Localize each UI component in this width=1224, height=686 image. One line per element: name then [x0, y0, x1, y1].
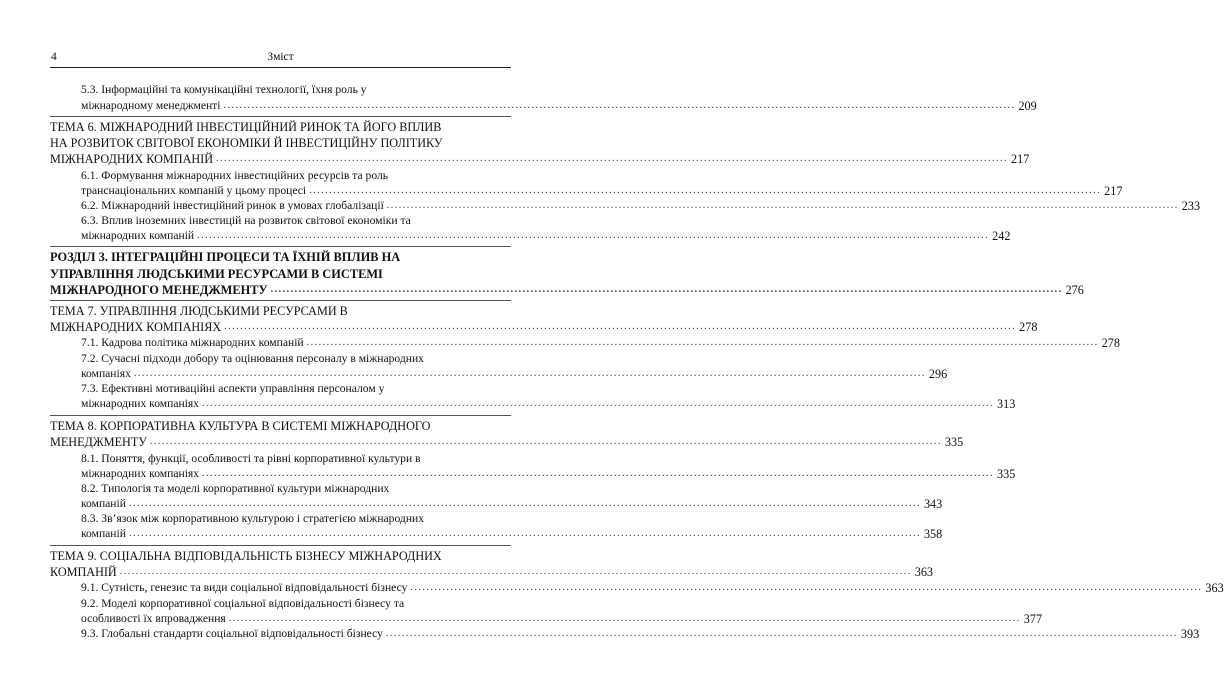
- page-number: 4: [51, 51, 57, 63]
- toc-line[interactable]: ТЕМА 6. МІЖНАРОДНИЙ ІНВЕСТИЦІЙНИЙ РИНОК ТА ЙОГО ВПЛИВ: [50, 120, 442, 134]
- leader-dots: ......................................................................................................................................................................................................: [410, 582, 1203, 593]
- toc-line[interactable]: 5.3. Інформаційні та комунікаційні технології, їхня роль у: [81, 83, 367, 96]
- toc-entry[interactable]: 6.2. Міжнародний інвестиційний ринок в умовах глобалізації ...................................................................................................................................................................................................... 233: [81, 199, 1201, 213]
- toc-page-number: 377: [1023, 612, 1043, 626]
- leader-dots: ......................................................................................................................................................................................................: [270, 284, 1063, 295]
- toc-entry[interactable]: міжнародних компаніях ...................................................................................................................................................................................................... 335: [81, 467, 1016, 481]
- leader-dots: ......................................................................................................................................................................................................: [216, 153, 1009, 164]
- leader-dots: ......................................................................................................................................................................................................: [385, 628, 1178, 639]
- leader-dots: ......................................................................................................................................................................................................: [202, 398, 995, 409]
- section-divider: [50, 415, 511, 416]
- toc-entry[interactable]: 7.1. Кадрова політика міжнародних компаній ...................................................................................................................................................................................................... 278: [81, 336, 1120, 350]
- toc-line[interactable]: 6.3. Вплив іноземних інвестицій на розвиток світової економіки та: [81, 214, 411, 227]
- toc-line[interactable]: ТЕМА 9. СОЦІАЛЬНА ВІДПОВІДАЛЬНІСТЬ БІЗНЕСУ МІЖНАРОДНИХ: [50, 549, 442, 563]
- toc-entry[interactable]: міжнародних компаніях ...................................................................................................................................................................................................... 313: [81, 397, 1016, 411]
- toc-entry[interactable]: МЕНЕДЖМЕНТУ ...................................................................................................................................................................................................... 335: [50, 435, 964, 449]
- toc-page-number: 343: [923, 497, 943, 511]
- section-divider: [50, 246, 511, 247]
- toc-line[interactable]: НА РОЗВИТОК СВІТОВОЇ ЕКОНОМІКИ Й ІНВЕСТИЦІЙНУ ПОЛІТИКУ: [50, 136, 443, 150]
- toc-entry[interactable]: особливості їх впровадження ...................................................................................................................................................................................................... 377: [81, 612, 1043, 626]
- toc-line[interactable]: УПРАВЛІННЯ ЛЮДСЬКИМИ РЕСУРСАМИ В СИСТЕМІ: [50, 267, 383, 281]
- toc-page-number: 335: [944, 435, 964, 449]
- toc-entry[interactable]: 9.1. Сутність, генезис та види соціальної відповідальності бізнесу ...................................................................................................................................................................................................... 363: [81, 581, 1224, 595]
- toc-entry[interactable]: міжнародному менеджменті ...................................................................................................................................................................................................... 209: [81, 99, 1037, 113]
- toc-entry[interactable]: 9.3. Глобальні стандарти соціальної відповідальності бізнесу ...................................................................................................................................................................................................... 393: [81, 627, 1200, 641]
- toc-page-number: 233: [1181, 199, 1201, 213]
- toc-line[interactable]: 8.3. Зв’язок між корпоративною культурою і стратегією міжнародних: [81, 512, 425, 525]
- toc-entry[interactable]: компаній ...................................................................................................................................................................................................... 343: [81, 497, 943, 511]
- toc-page-number: 217: [1011, 152, 1030, 166]
- leader-dots: ......................................................................................................................................................................................................: [119, 566, 912, 577]
- toc-entry[interactable]: МІЖНАРОДНИХ КОМПАНІЙ ...................................................................................................................................................................................................... 217: [50, 152, 1030, 166]
- toc-line[interactable]: 8.2. Типологія та моделі корпоративної культури міжнародних: [81, 482, 390, 495]
- toc-page-number: 363: [1205, 581, 1224, 595]
- toc-page-number: 278: [1019, 320, 1038, 334]
- toc-page-number: 278: [1101, 336, 1120, 350]
- toc-page-number: 313: [997, 397, 1016, 411]
- leader-dots: ......................................................................................................................................................................................................: [228, 613, 1021, 624]
- toc-entry[interactable]: компаніях ...................................................................................................................................................................................................... 296: [81, 367, 948, 381]
- toc-entry[interactable]: КОМПАНІЙ ...................................................................................................................................................................................................... 363: [50, 565, 934, 579]
- toc-page-number: 393: [1180, 627, 1200, 641]
- toc-line[interactable]: 9.2. Моделі корпоративної соціальної відповідальності бізнесу та: [81, 597, 405, 610]
- toc-line[interactable]: 7.2. Сучасні підходи добору та оцінювання персоналу в міжнародних: [81, 352, 424, 365]
- leader-dots: ......................................................................................................................................................................................................: [386, 200, 1179, 211]
- leader-dots: ......................................................................................................................................................................................................: [224, 321, 1017, 332]
- section-divider: [50, 116, 511, 117]
- leader-dots: ......................................................................................................................................................................................................: [202, 468, 995, 479]
- toc-page-number: 276: [1065, 283, 1084, 297]
- toc-line[interactable]: РОЗДІЛ 3. ІНТЕГРАЦІЙНІ ПРОЦЕСИ ТА ЇХНІЙ ВПЛИВ НА: [50, 250, 401, 264]
- leader-dots: ......................................................................................................................................................................................................: [309, 185, 1102, 196]
- leader-dots: ......................................................................................................................................................................................................: [197, 230, 990, 241]
- page-header: [50, 49, 511, 68]
- leader-dots: ......................................................................................................................................................................................................: [128, 528, 921, 539]
- section-divider: [50, 545, 511, 546]
- toc-page-number: 358: [923, 527, 943, 541]
- toc-page-number: 217: [1104, 184, 1123, 198]
- toc-entry[interactable]: транснаціональних компаній у цьому процесі ...................................................................................................................................................................................................... 217: [81, 184, 1123, 198]
- section-divider: [50, 300, 511, 301]
- leader-dots: ......................................................................................................................................................................................................: [306, 337, 1099, 348]
- toc-line[interactable]: 7.3. Ефективні мотиваційні аспекти управління персоналом у: [81, 382, 385, 395]
- toc-line[interactable]: ТЕМА 7. УПРАВЛІННЯ ЛЮДСЬКИМИ РЕСУРСАМИ В: [50, 304, 348, 318]
- toc-entry[interactable]: міжнародних компаній ...................................................................................................................................................................................................... 242: [81, 229, 1011, 243]
- leader-dots: ......................................................................................................................................................................................................: [128, 498, 921, 509]
- toc-page-number: 363: [914, 565, 934, 579]
- toc-line[interactable]: ТЕМА 8. КОРПОРАТИВНА КУЛЬТУРА В СИСТЕМІ МІЖНАРОДНОГО: [50, 419, 431, 433]
- toc-page-number: 209: [1018, 99, 1037, 113]
- toc-entry[interactable]: компаній ...................................................................................................................................................................................................... 358: [81, 527, 943, 541]
- running-title: Зміст: [267, 51, 294, 63]
- toc-entry[interactable]: МІЖНАРОДНИХ КОМПАНІЯХ ...................................................................................................................................................................................................... 278: [50, 320, 1038, 334]
- toc-page-number: 242: [992, 229, 1011, 243]
- toc-line[interactable]: 6.1. Формування міжнародних інвестиційних ресурсів та роль: [81, 169, 389, 182]
- toc-line[interactable]: 8.1. Поняття, функції, особливості та рівні корпоративної культури в: [81, 452, 421, 465]
- leader-dots: ......................................................................................................................................................................................................: [133, 368, 926, 379]
- toc-page-number: 335: [997, 467, 1016, 481]
- toc-page-number: 296: [928, 367, 948, 381]
- leader-dots: ......................................................................................................................................................................................................: [223, 100, 1016, 111]
- toc-entry[interactable]: МІЖНАРОДНОГО МЕНЕДЖМЕНТУ ...................................................................................................................................................................................................... 276: [50, 283, 1084, 297]
- leader-dots: ......................................................................................................................................................................................................: [149, 436, 942, 447]
